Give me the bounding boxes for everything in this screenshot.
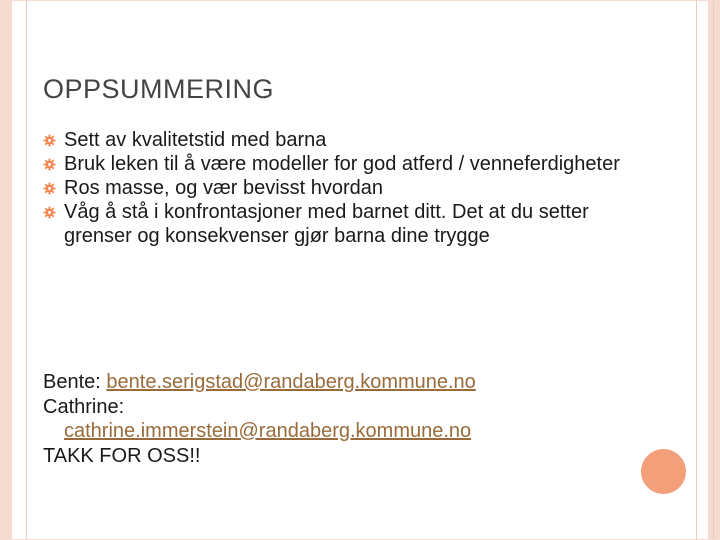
bullet-item bbox=[44, 200, 644, 248]
bullet-text: Bruk leken til å være modeller for god atferd / venneferdigheter bbox=[64, 153, 620, 175]
contact-cathrine-label: Cathrine: bbox=[43, 395, 125, 418]
closing-text: TAKK FOR OSS!! bbox=[43, 444, 201, 467]
bullet-item bbox=[44, 152, 644, 176]
bullet-item bbox=[44, 128, 644, 152]
contact-bente-label: Bente: bbox=[43, 371, 101, 393]
bullet-list bbox=[44, 128, 644, 248]
bullet-text: Sett av kvalitetstid med barna bbox=[64, 129, 327, 151]
gear-icon bbox=[43, 182, 56, 195]
gear-icon bbox=[43, 158, 56, 171]
gear-icon bbox=[43, 134, 56, 147]
bullet-text: Ros masse, og vær bevisst hvordan bbox=[64, 177, 384, 199]
contact-cathrine bbox=[43, 419, 663, 444]
bullet-text: Våg å stå i konfrontasjoner med barnet ditt. Det at du setter grenser og konsekvenser gjør barna dine trygge bbox=[64, 201, 589, 247]
accent-circle bbox=[641, 449, 686, 494]
slide-title: OPPSUMMERING bbox=[43, 74, 275, 104]
contact-bente bbox=[43, 370, 663, 395]
cathrine-email-link[interactable]: cathrine.immerstein@randaberg.kommune.no bbox=[64, 420, 472, 442]
bullet-item bbox=[44, 176, 644, 200]
right-rule bbox=[696, 0, 697, 540]
bente-email-link[interactable]: bente.serigstad@randaberg.kommune.no bbox=[106, 371, 476, 393]
contact-block bbox=[43, 370, 663, 468]
gear-icon bbox=[43, 206, 56, 219]
